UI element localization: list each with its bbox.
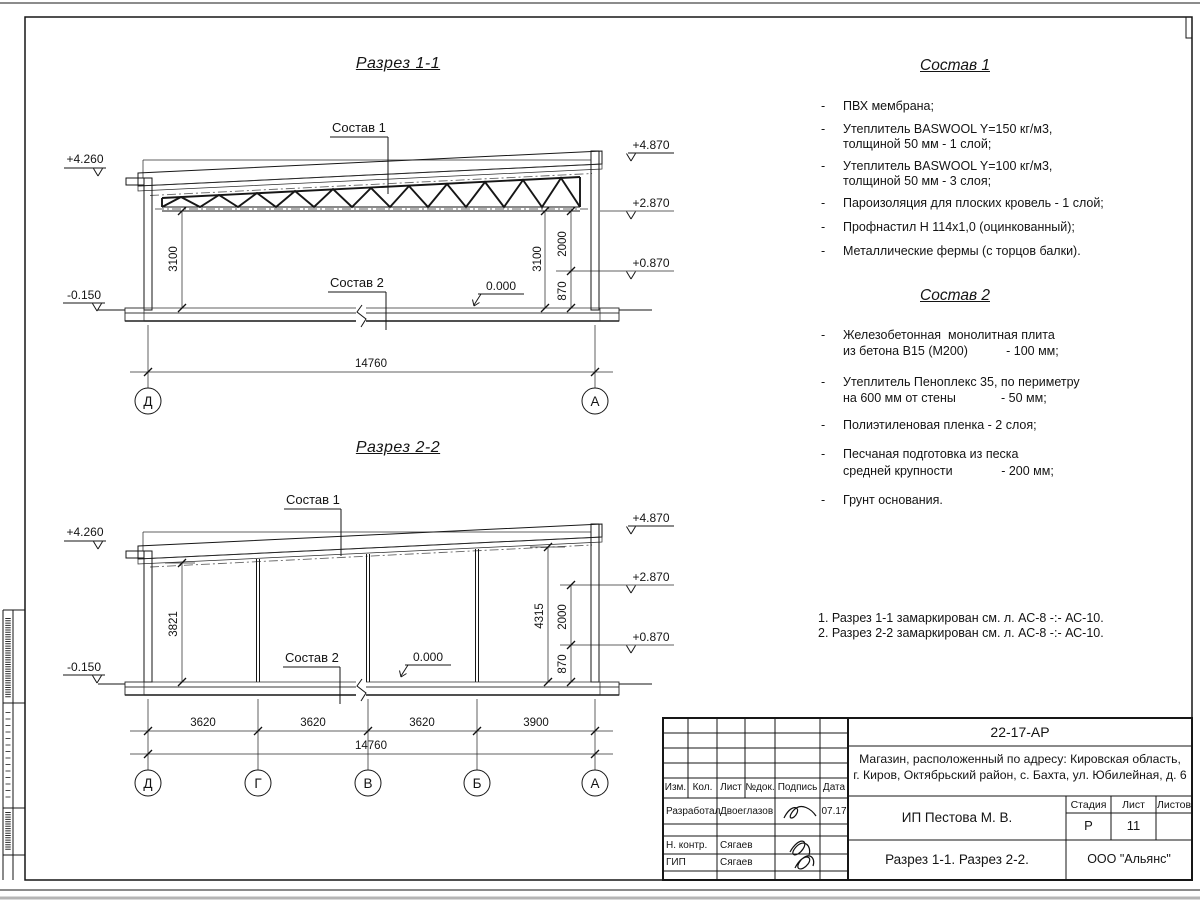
svg-text:Г: Г	[254, 776, 262, 791]
svg-text:3620: 3620	[409, 717, 435, 729]
section-1-1-title: Разрез 1-1	[355, 55, 441, 72]
svg-text:14760: 14760	[355, 740, 387, 752]
corner-stamp-box	[1186, 17, 1192, 38]
list-item: - Полиэтиленовая пленка - 2 слоя;	[821, 418, 1037, 432]
sheet-title: Разрез 1-1. Разрез 2-2.	[885, 852, 1029, 867]
svg-text:+4.870: +4.870	[632, 138, 670, 152]
sostav1-title: Состав 1	[920, 57, 990, 74]
roof-insulation	[138, 151, 602, 186]
role-ncontr: Н. контр.	[666, 840, 708, 851]
notes	[818, 611, 1104, 641]
date-developed: 07.17	[821, 806, 847, 817]
wall-right	[591, 524, 599, 682]
list-item: - Песчаная подготовка из песка средней крупности - 200 мм;	[821, 447, 1054, 478]
name-developed: Двоеглазов	[720, 806, 774, 817]
svg-text:Д: Д	[143, 776, 153, 791]
name-ncontr: Сягаев	[720, 840, 753, 851]
col-izm: Изм.	[664, 782, 687, 793]
list-item: - Утеплитель BASWOOL Y=100 кг/м3, толщиной 50 мм - 3 слоя;	[821, 159, 1053, 188]
roof-insulation	[138, 524, 602, 559]
svg-text:3100: 3100	[532, 246, 544, 272]
label-sostav1: Состав 1	[332, 120, 386, 135]
sostav2-title: Состав 2	[920, 287, 990, 304]
col-data: Дата	[822, 782, 846, 793]
col-kol: Кол.	[692, 782, 713, 793]
col-podpis: Подпись	[777, 782, 818, 793]
label-sostav2: Состав 2	[330, 275, 384, 290]
svg-text:+0.870: +0.870	[632, 630, 670, 644]
list-item: - Металлические фермы (с торцов балки).	[821, 244, 1081, 258]
svg-text:870: 870	[557, 281, 569, 301]
svg-text:2000: 2000	[557, 231, 569, 257]
wall-right	[591, 151, 599, 310]
wall-left	[144, 178, 152, 310]
svg-text:+2.870: +2.870	[632, 196, 670, 210]
svg-text:Б: Б	[472, 776, 482, 791]
svg-text:3900: 3900	[523, 717, 549, 729]
level-mark: +4.260	[66, 525, 104, 539]
list-item: - Грунт основания.	[821, 493, 943, 507]
svg-text:14760: 14760	[355, 358, 387, 370]
doc-number: 22-17-АР	[990, 724, 1050, 740]
svg-text:3100: 3100	[168, 246, 180, 272]
svg-text:3821: 3821	[168, 611, 180, 637]
list-item: - Профнастил Н 114х1,0 (оцинкованный);	[821, 220, 1075, 234]
canopy	[126, 551, 144, 558]
level-mark: +4.260	[66, 152, 104, 166]
svg-text:А: А	[590, 394, 600, 409]
canopy	[126, 178, 144, 185]
svg-text:В: В	[363, 776, 373, 791]
svg-text:+4.870: +4.870	[632, 511, 670, 525]
sheet-number: 11	[1126, 818, 1141, 833]
note-line: 2. Разрез 2-2 замаркирован см. л. АС-8 -:- АС-10.	[818, 626, 1104, 640]
svg-text:+2.870: +2.870	[632, 570, 670, 584]
bottom-dimensions	[130, 699, 613, 796]
list-item: - Утеплитель BASWOOL Y=150 кг/м3, толщиной 50 мм - 1 слой;	[821, 122, 1053, 151]
client-name: ИП Пестова М. В.	[901, 810, 1013, 825]
section-1-1-annotations	[63, 120, 674, 414]
stage-label: Стадия	[1070, 799, 1107, 811]
role-developed: Разработал	[666, 806, 721, 817]
role-gip: ГИП	[666, 857, 686, 868]
signature-ncontr	[790, 841, 810, 855]
list-item: - Утеплитель Пеноплекс 35, по периметру на 600 мм от стены - 50 мм;	[821, 375, 1080, 405]
svg-text:2000: 2000	[557, 604, 569, 630]
note-line: 1. Разрез 1-1 замаркирован см. л. АС-8 -:- АС-10.	[818, 611, 1104, 625]
stage-value: Р	[1084, 818, 1093, 833]
label-sostav1: Состав 1	[286, 492, 340, 507]
svg-text:3620: 3620	[300, 717, 326, 729]
level-zero: 0.000	[412, 650, 444, 664]
list-item: - Железобетонная монолитная плита из бетона В15 (М200) - 100 мм;	[821, 328, 1059, 358]
label-sostav2: Состав 2	[285, 650, 339, 665]
company-name: ООО "Альянс"	[1087, 852, 1171, 866]
signature-developed	[784, 807, 816, 819]
sheets-label: Листов	[1156, 799, 1192, 811]
left-margin-table	[3, 610, 25, 880]
object-address-line1: Магазин, расположенный по адресу: Кировская область,	[859, 752, 1181, 766]
level-mark: -0.150	[66, 288, 102, 302]
object-address-line2: г. Киров, Октябрьский район, с. Бахта, ул. Юбилейная, д. 6	[853, 768, 1187, 782]
vertical-dimensions	[168, 207, 575, 312]
svg-text:870: 870	[557, 654, 569, 674]
name-gip: Сягаев	[720, 857, 753, 868]
signature-gip	[795, 856, 814, 869]
svg-text:3620: 3620	[190, 717, 216, 729]
svg-text:+0.870: +0.870	[632, 256, 670, 270]
sheet-label: Лист	[1122, 799, 1145, 811]
list-item: - ПВХ мембрана;	[821, 99, 934, 113]
level-mark: -0.150	[66, 660, 102, 674]
col-list: Лист	[720, 782, 742, 793]
level-zero: 0.000	[485, 279, 517, 293]
svg-text:4315: 4315	[534, 603, 546, 629]
svg-text:Д: Д	[143, 394, 153, 409]
wall-left	[144, 551, 152, 682]
svg-text:А: А	[590, 776, 600, 791]
list-item: - Пароизоляция для плоских кровель - 1 слой;	[821, 196, 1104, 210]
bottom-dimension	[130, 325, 613, 414]
col-ndok: №док.	[745, 782, 775, 793]
section-2-2-title: Разрез 2-2	[355, 439, 441, 456]
